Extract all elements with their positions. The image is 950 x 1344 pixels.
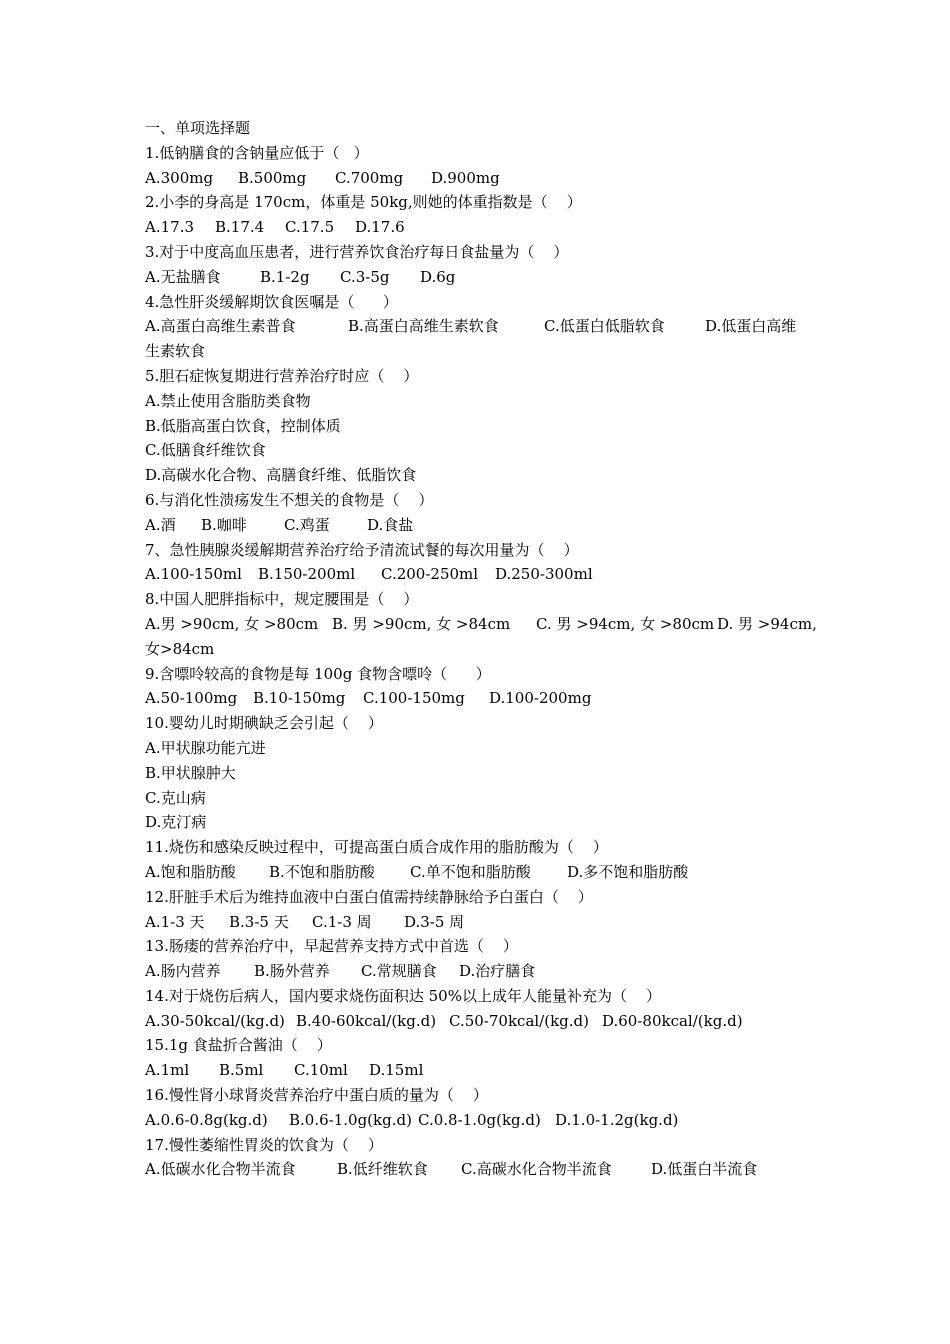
option-b: B.10-150mg xyxy=(253,689,346,708)
option-b: B.17.4 xyxy=(215,218,265,237)
option-c: C.0.8-1.0g(kg.d) xyxy=(418,1110,541,1129)
options-1 xyxy=(145,166,825,191)
question-13: 13.肠瘘的营养治疗中，早起营养支持方式中首选（ ） xyxy=(145,937,518,956)
option-a: A.30-50kcal/(kg.d) xyxy=(145,1011,285,1030)
option-b: B.肠外营养 xyxy=(254,962,330,981)
option-d: D.高碳水化合物、高膳食纤维、低脂饮食 xyxy=(145,466,417,485)
options-6 xyxy=(145,513,825,538)
option-b: B.40-60kcal/(kg.d) xyxy=(296,1011,437,1030)
question-14: 14.对于烧伤后病人，国内要求烧伤面积达 50%以上成年人能量补充为（ ） xyxy=(145,986,662,1005)
option-d: D.3-5 周 xyxy=(404,912,465,931)
option-b: B.500mg xyxy=(238,168,307,187)
option-d: D.100-200mg xyxy=(489,689,592,708)
option-d: D.900mg xyxy=(431,168,500,187)
options-16 xyxy=(145,1108,825,1133)
option-a: A.饱和脂肪酸 xyxy=(145,862,236,881)
option-c: C.700mg xyxy=(335,168,404,187)
option-a: A.1ml xyxy=(145,1061,190,1080)
question-16: 16.慢性肾小球肾炎营养治疗中蛋白质的量为（ ） xyxy=(145,1086,488,1105)
options-4-continuation: 生素软食 xyxy=(145,342,206,361)
option-d: D.多不饱和脂肪酸 xyxy=(567,862,689,881)
question-7: 7、急性胰腺炎缓解期营养治疗给予清流试餐的每次用量为（ ） xyxy=(145,540,579,559)
option-d: D.15ml xyxy=(369,1061,424,1080)
option-c: C.10ml xyxy=(294,1061,348,1080)
question-11: 11.烧伤和感染反映过程中，可提高蛋白质合成作用的脂肪酸为（ ） xyxy=(145,838,608,857)
option-d: D.克汀病 xyxy=(145,813,207,832)
option-b: B.3-5 天 xyxy=(229,912,289,931)
options-11 xyxy=(145,860,825,885)
options-3 xyxy=(145,265,825,290)
options-14 xyxy=(145,1009,825,1034)
option-a: A.100-150ml xyxy=(145,565,242,584)
options-17 xyxy=(145,1157,825,1182)
option-d: D.治疗膳食 xyxy=(459,962,536,981)
option-c: C. 男 >94cm, 女 >80cm xyxy=(536,614,715,633)
question-1: 1.低钠膳食的含钠量应低于（ ） xyxy=(145,143,369,162)
option-c: C.高碳水化合物半流食 xyxy=(461,1160,612,1179)
options-9 xyxy=(145,686,825,711)
options-2 xyxy=(145,215,825,240)
option-c: C.单不饱和脂肪酸 xyxy=(410,862,531,881)
option-b: B.甲状腺肿大 xyxy=(145,763,236,782)
option-d: D.1.0-1.2g(kg.d) xyxy=(555,1110,679,1129)
section-title: 一、单项选择题 xyxy=(145,119,251,137)
option-d: D.低蛋白半流食 xyxy=(651,1160,758,1179)
exam-page xyxy=(145,116,825,1182)
option-b: B.1-2g xyxy=(260,267,310,286)
question-9: 9.含嘌呤较高的食物是每 100g 食物含嘌呤（ ） xyxy=(145,664,491,683)
question-15: 15.1g 食盐折合酱油（ ） xyxy=(145,1036,332,1055)
options-7 xyxy=(145,562,825,587)
option-d: D.250-300ml xyxy=(495,565,593,584)
option-d: D.17.6 xyxy=(355,218,405,237)
option-c: C.200-250ml xyxy=(381,565,479,584)
option-b: B.0.6-1.0g(kg.d) xyxy=(289,1110,412,1129)
options-15 xyxy=(145,1058,825,1083)
option-d: D.6g xyxy=(420,267,456,286)
option-a: A.1-3 天 xyxy=(145,912,205,931)
question-17: 17.慢性萎缩性胃炎的饮食为（ ） xyxy=(145,1135,383,1154)
option-a: A.甲状腺功能亢进 xyxy=(145,738,266,757)
options-8-continuation: 女>84cm xyxy=(145,639,215,658)
option-c: C.3-5g xyxy=(340,267,390,286)
option-c: C.1-3 周 xyxy=(312,912,372,931)
option-a: A.无盐膳食 xyxy=(145,267,221,286)
options-12 xyxy=(145,910,825,935)
option-a: A.0.6-0.8g(kg.d) xyxy=(145,1110,268,1129)
option-d: D.60-80kcal/(kg.d) xyxy=(602,1011,743,1030)
option-b: B.咖啡 xyxy=(201,515,247,534)
option-b: B.150-200ml xyxy=(258,565,356,584)
option-a: A.50-100mg xyxy=(145,689,238,708)
option-c: C.常规膳食 xyxy=(361,962,437,981)
option-a: A.高蛋白高维生素普食 xyxy=(145,317,296,336)
option-b: B.低脂高蛋白饮食，控制体质 xyxy=(145,416,341,435)
question-6: 6.与消化性溃疡发生不想关的食物是（ ） xyxy=(145,490,434,509)
question-4: 4.急性肝炎缓解期饮食医嘱是（ ） xyxy=(145,292,398,311)
option-c: C.100-150mg xyxy=(363,689,465,708)
option-d: D.低蛋白高维 xyxy=(705,317,797,336)
option-c: C.低蛋白低脂软食 xyxy=(544,317,665,336)
option-c: C.17.5 xyxy=(285,218,335,237)
option-b: B.5ml xyxy=(219,1061,264,1080)
question-8: 8.中国人肥胖指标中，规定腰围是（ ） xyxy=(145,590,419,609)
question-12: 12.肝脏手术后为维持血液中白蛋白值需持续静脉给予白蛋白（ ） xyxy=(145,887,593,906)
option-c: C.50-70kcal/(kg.d) xyxy=(449,1011,590,1030)
option-c: C.克山病 xyxy=(145,788,206,807)
options-13 xyxy=(145,959,825,984)
option-a: A.禁止使用含脂肪类食物 xyxy=(145,391,311,410)
option-d: D. 男 >94cm, xyxy=(717,614,817,633)
question-2: 2.小李的身高是 170cm，体重是 50kg,则她的体重指数是（ ） xyxy=(145,193,582,212)
options-4 xyxy=(145,314,825,339)
option-b: B.高蛋白高维生素软食 xyxy=(348,317,499,336)
option-d: D.食盐 xyxy=(367,515,414,534)
option-a: A.低碳水化合物半流食 xyxy=(145,1160,296,1179)
option-b: B.不饱和脂肪酸 xyxy=(269,862,375,881)
question-5: 5.胆石症恢复期进行营养治疗时应（ ） xyxy=(145,366,419,385)
options-8 xyxy=(145,612,825,637)
option-c: C.低膳食纤维饮食 xyxy=(145,441,266,460)
option-b: B. 男 >90cm, 女 >84cm xyxy=(332,614,511,633)
option-a: A.男 >90cm, 女 >80cm xyxy=(145,614,319,633)
option-a: A.300mg xyxy=(145,168,214,187)
option-a: A.17.3 xyxy=(145,218,194,237)
question-3: 3.对于中度高血压患者，进行营养饮食治疗每日食盐量为（ ） xyxy=(145,242,569,261)
option-b: B.低纤维软食 xyxy=(337,1160,428,1179)
question-10: 10.婴幼儿时期碘缺乏会引起（ ） xyxy=(145,714,383,733)
option-a: A.酒 xyxy=(145,515,176,534)
option-c: C.鸡蛋 xyxy=(284,515,330,534)
option-a: A.肠内营养 xyxy=(145,962,221,981)
